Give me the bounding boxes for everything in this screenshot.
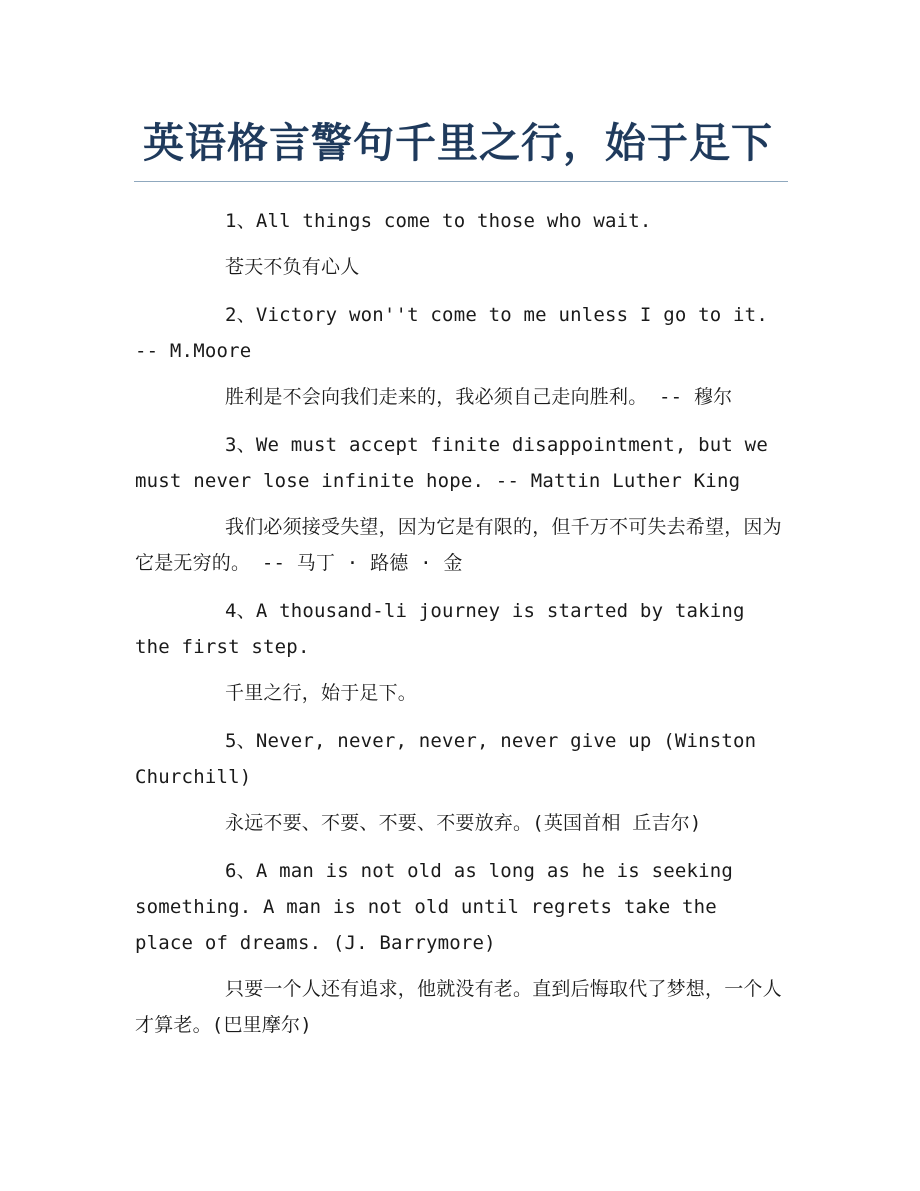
title-divider bbox=[134, 181, 788, 182]
quote-chinese-6: 只要一个人还有追求，他就没有老。直到后悔取代了梦想，一个人才算老。(巴里摩尔) bbox=[135, 978, 782, 1036]
quote-chinese-2: 胜利是不会向我们走来的，我必须自己走向胜利。 -- 穆尔 bbox=[225, 386, 733, 408]
quote-english-6: 6、A man is not old as long as he is seeking something. A man is not old until regrets take the place of dreams. (J. Barrymore) bbox=[135, 860, 734, 954]
page-title: 英语格言警句千里之行，始于足下 bbox=[143, 119, 773, 167]
quote-chinese-5: 永远不要、不要、不要、不要放弃。(英国首相 丘吉尔) bbox=[225, 812, 702, 834]
quote-english-1: 1、All things come to those who wait. bbox=[225, 210, 652, 232]
quote-chinese-1: 苍天不负有心人 bbox=[225, 256, 360, 278]
document-body bbox=[135, 203, 785, 1055]
quote-english-2: 2、Victory won''t come to me unless I go to it. -- M.Moore bbox=[135, 304, 768, 362]
quote-chinese-3: 我们必须接受失望，因为它是有限的，但千万不可失去希望，因为它是无穷的。 -- 马丁 · 路德 · 金 bbox=[135, 516, 782, 574]
quote-english-5: 5、Never, never, never, never give up (Winston Churchill) bbox=[135, 730, 757, 788]
quote-chinese-4: 千里之行，始于足下。 bbox=[225, 682, 418, 704]
quote-english-3: 3、We must accept finite disappointment, but we must never lose infinite hope. -- Mattin Luther King bbox=[135, 434, 768, 492]
quote-english-4: 4、A thousand-li journey is started by taking the first step. bbox=[135, 600, 745, 658]
